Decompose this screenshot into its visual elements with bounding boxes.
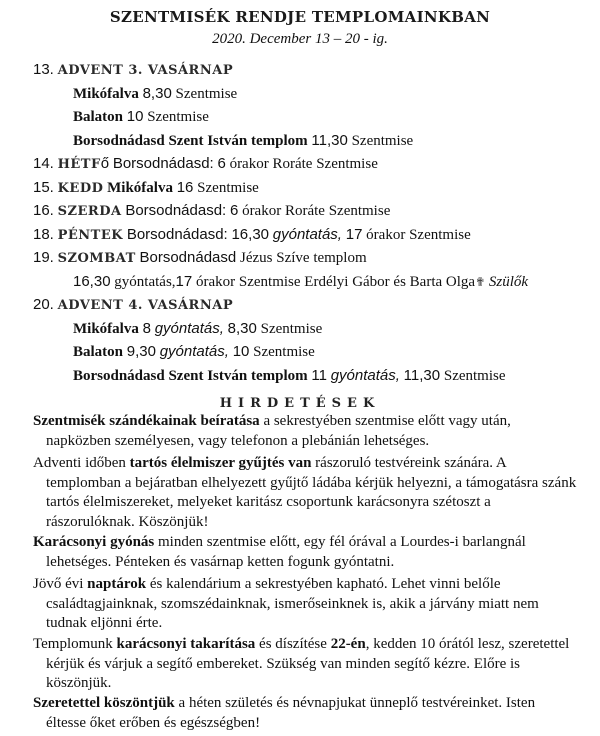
cross-icon: ✟	[475, 274, 486, 289]
schedule-day-15	[33, 176, 593, 200]
announcement-confession	[33, 533, 578, 572]
confession: gyóntatás,	[159, 343, 229, 360]
time: 8	[142, 319, 151, 337]
schedule-entry	[33, 105, 593, 129]
day-number: 16.	[33, 202, 54, 219]
day-name: ADVENT 4. VASÁRNAP	[57, 298, 234, 313]
day-name: SZERDA	[57, 204, 122, 219]
time: 16	[176, 178, 194, 196]
announcements-title: HIRDETÉSEK	[219, 396, 381, 411]
place: Borsodnádasd Szent István templom	[73, 132, 308, 149]
place: Borsodnádasd:	[125, 202, 227, 219]
confession: gyóntatás,	[272, 225, 342, 243]
place: Balaton	[73, 109, 124, 125]
announcement-text: , kedden 10 órától lesz, szeretettel kérjük és várjuk a segítő embereket. Szükség van minden segítő kézre. Előre is köszönjük.	[46, 636, 570, 691]
event: Szentmise	[253, 344, 315, 360]
schedule-day-13	[33, 58, 593, 82]
time: 16,30	[73, 272, 111, 290]
intention: Szülők	[488, 273, 529, 290]
day-name: KEDD	[57, 180, 104, 196]
mass-schedule	[33, 58, 593, 387]
schedule-entry	[33, 317, 593, 341]
time: 8,30	[142, 84, 172, 102]
time: 6	[217, 155, 226, 172]
place: Borsodnádasd	[139, 249, 237, 266]
announcement-text: és díszítése	[255, 636, 331, 652]
event: órakor Szentmise Erdélyi Gábor és Barta Olga	[195, 273, 476, 290]
day-name: SZOMBAT	[57, 251, 136, 266]
event: órakor Roráte Szentmise	[229, 156, 378, 172]
time: 11,30	[311, 131, 348, 149]
day-number: 13.	[33, 61, 54, 78]
event: Szentmise	[197, 179, 259, 196]
schedule-day-16	[33, 199, 593, 223]
announcement-text: Adventi időben	[33, 455, 130, 471]
schedule-day-14	[33, 152, 593, 176]
event: Szentmise	[443, 367, 506, 384]
church: Jézus Szíve templom	[240, 250, 367, 266]
place: Mikófalva	[107, 179, 173, 196]
announcement-text: és kalendárium a sekrestyében kapható. Lehet vinni belőle családtagjainknak, szomszédainknak, ismerőseinknek is, akik a járvány miatt nem tudnak eljönni érte.	[46, 576, 539, 631]
announcement-text: rászoruló testvéreink szánára. A templomban a bejáratban elhelyezett gyűjtő ládába kérjük helyezni, a támogatásra szánk tartós élelmiszereket, melyeket karitász csoportunk karácsonyra szétoszt a rászorulóknak. Köszönjük!	[46, 455, 577, 530]
day-name: PÉNTEK	[57, 227, 124, 243]
time: 17	[345, 225, 363, 243]
day-name: ADVENT 3. VASÁRNAP	[57, 63, 234, 78]
time: 16,30	[231, 225, 270, 243]
time: 11,30	[403, 366, 441, 384]
place: Mikófalva	[73, 320, 139, 337]
place: Borsodnádasd Szent István templom	[73, 367, 308, 384]
schedule-entry	[33, 129, 593, 153]
place: Mikófalva	[73, 85, 139, 102]
announcement-bold: 22-én	[330, 636, 366, 652]
event: Szentmise	[351, 132, 414, 149]
announcement-calendars	[33, 575, 578, 634]
announcement-text: a sekrestyében szentmise előtt vagy után, napközben személyesen, vagy telefonon a plebánián lehetséges.	[46, 413, 511, 449]
announcement-food-collection	[33, 454, 578, 532]
time: 6	[229, 202, 239, 219]
day-name: HÉTF	[57, 157, 101, 172]
confession: gyóntatás,	[330, 366, 400, 384]
schedule-day-20	[33, 293, 593, 317]
day-number: 20.	[33, 296, 54, 313]
announcement-bold: tartós élelmiszer gyűjtés van	[129, 455, 312, 471]
time: 9,30	[126, 343, 156, 360]
place: Balaton	[73, 344, 124, 360]
time: 11	[311, 366, 327, 384]
page-title: SZENTMISÉK RENDJE TEMPLOMAINKBAN	[109, 8, 491, 26]
time: 10	[126, 108, 144, 125]
announcement-text: Templomunk	[33, 636, 117, 652]
time: 17	[175, 272, 193, 290]
announcement-cleaning	[33, 635, 578, 694]
event: órakor Roráte Szentmise	[242, 203, 391, 219]
place: Borsodnádasd:	[112, 155, 214, 172]
time: 8,30	[227, 319, 257, 337]
schedule-entry	[33, 270, 593, 294]
announcement-bold: Karácsonyi gyónás	[33, 534, 155, 550]
day-number: 18.	[33, 225, 54, 243]
announcement-text: Jövő évi	[33, 576, 88, 592]
date-range: 2020. December 13 – 20 - ig.	[212, 31, 388, 47]
schedule-entry	[33, 364, 593, 388]
announcement-intentions	[33, 412, 578, 451]
place: Borsodnádasd:	[126, 225, 228, 243]
event: Szentmise	[260, 320, 323, 337]
confession: gyóntatás,	[114, 273, 176, 290]
announcement-bold: Szeretettel köszöntjük	[33, 695, 175, 711]
confession: gyóntatás,	[154, 319, 224, 337]
announcement-text: a héten születés és névnapjukat ünneplő testvéreinket. Isten éltesse őket erőben és egészségben!	[46, 695, 536, 731]
day-number: 14.	[33, 155, 54, 172]
time: 10	[232, 343, 250, 360]
day-number: 15.	[33, 178, 54, 196]
announcement-bold: Szentmisék szándékainak beíratása	[33, 413, 260, 429]
schedule-entry	[33, 340, 593, 364]
announcement-text: minden szentmise előtt, egy fél órával a Lourdes-i barlangnál lehetséges. Pénteken és vasárnap ketten fogunk gyóntatni.	[46, 534, 526, 570]
announcement-bold: karácsonyi takarítása	[116, 636, 256, 652]
schedule-day-19	[33, 246, 593, 270]
event: Szentmise	[147, 109, 209, 125]
day-number: 19.	[33, 249, 54, 266]
day-name-suffix: ő	[100, 155, 110, 172]
schedule-day-18	[33, 223, 593, 247]
schedule-entry	[33, 82, 593, 106]
event: órakor Szentmise	[366, 226, 471, 243]
announcement-greetings	[33, 694, 578, 733]
announcement-bold: naptárok	[87, 576, 147, 592]
event: Szentmise	[175, 85, 238, 102]
